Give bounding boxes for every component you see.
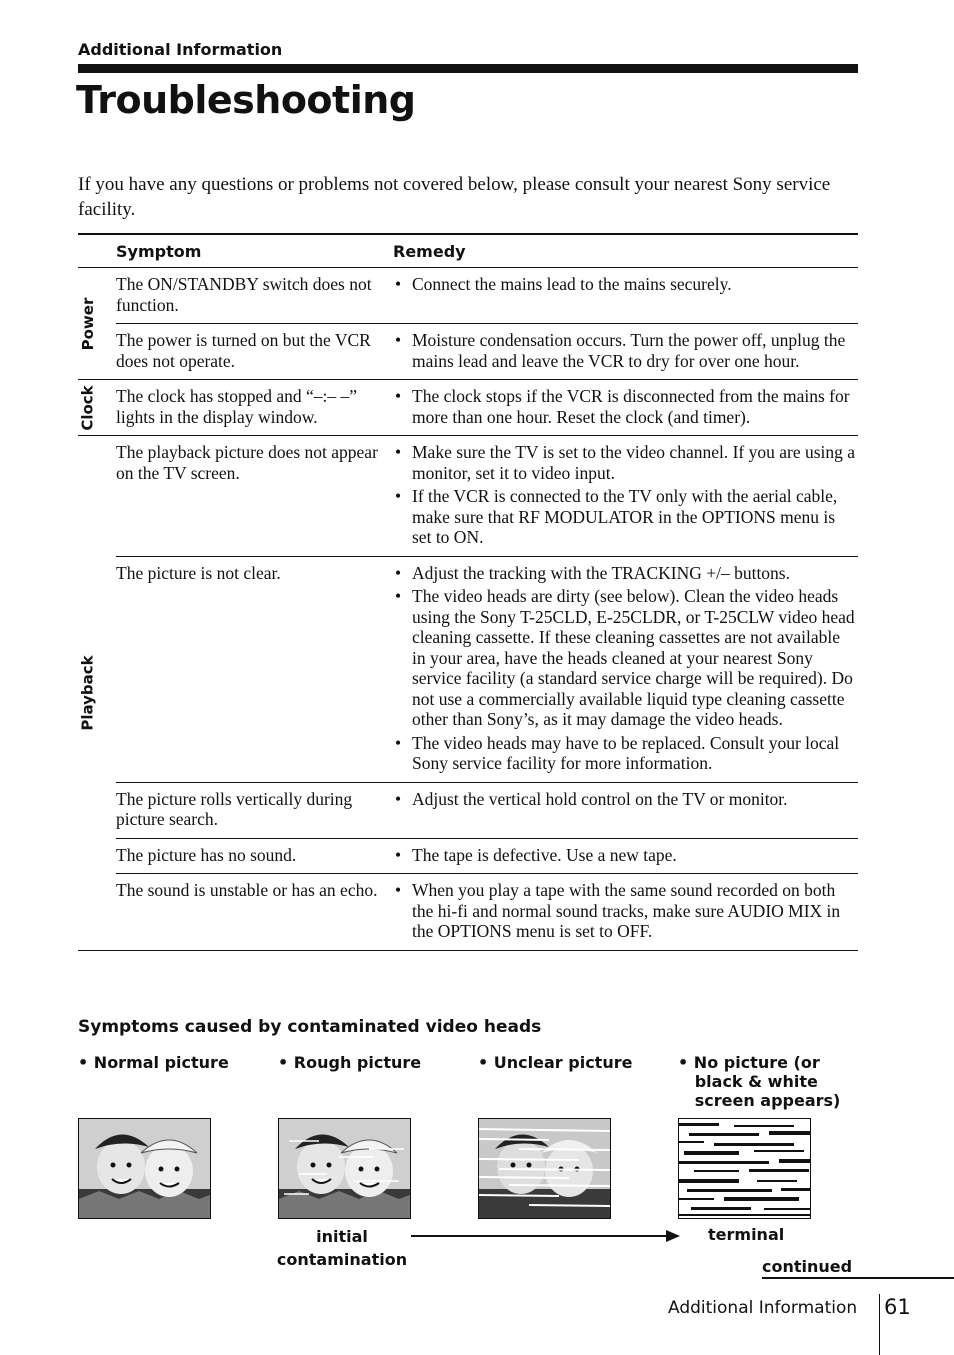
remedy-item: • The tape is defective. Use a new tape. xyxy=(393,845,858,866)
symptom-cell: The picture rolls vertically during picture search. xyxy=(116,782,393,838)
header-rule xyxy=(78,64,858,73)
normal-picture-label: • Normal picture xyxy=(78,1053,229,1072)
table-row xyxy=(78,436,858,557)
progression-arrow xyxy=(411,1235,667,1237)
continued-rule xyxy=(762,1277,954,1279)
no-picture-photo xyxy=(678,1118,811,1219)
category-playback: Playback xyxy=(78,436,116,951)
footer-section-label: Additional Information xyxy=(668,1298,858,1318)
page-title: Troubleshooting xyxy=(76,78,416,122)
symptom-header: Symptom xyxy=(116,234,393,268)
normal-picture-photo xyxy=(78,1118,211,1219)
remedy-header: Remedy xyxy=(393,234,858,268)
remedy-item: • The video heads are dirty (see below). Clean the video heads using the Sony T-25CLD, E-25CLDR, or T-25CLW video head cleaning cassette. If these cleaning cassettes are not available in your area, have the heads cleaned at your nearest Sony service facility (a standard service charge will be required). Do not use a commercially available liquid type cleaning cassette other than Sony’s, as it may damage the video heads. xyxy=(393,586,858,730)
table-row xyxy=(78,782,858,838)
table-row xyxy=(78,556,858,782)
unclear-picture-label: • Unclear picture xyxy=(478,1053,633,1072)
arrow-head-icon xyxy=(666,1230,680,1242)
remedy-item: • Adjust the tracking with the TRACKING +/– buttons. xyxy=(393,563,858,584)
remedy-item: • The clock stops if the VCR is disconnected from the mains for more than one hour. Reset the clock (and timer). xyxy=(393,386,858,427)
remedy-item: • Connect the mains lead to the mains securely. xyxy=(393,274,858,295)
rough-picture-photo xyxy=(278,1118,411,1219)
remedy-cell xyxy=(393,268,858,324)
troubleshooting-table xyxy=(78,233,858,951)
table-row xyxy=(78,268,858,324)
remedy-item: • Make sure the TV is set to the video channel. If you are using a monitor, set it to video input. xyxy=(393,442,858,483)
symptom-cell: The clock has stopped and “–:– –” lights in the display window. xyxy=(116,380,393,436)
remedy-cell xyxy=(393,874,858,951)
unclear-picture-photo xyxy=(478,1118,611,1219)
table-row xyxy=(78,874,858,951)
terminal-label: terminal xyxy=(708,1225,785,1244)
footer-divider xyxy=(879,1294,880,1355)
table-row xyxy=(78,380,858,436)
no-picture-label: • No picture (or black & white screen appears) xyxy=(678,1053,841,1110)
remedy-cell xyxy=(393,380,858,436)
contamination-heading: Symptoms caused by contaminated video heads xyxy=(78,1017,542,1037)
remedy-cell xyxy=(393,838,858,874)
remedy-item: • When you play a tape with the same sound recorded on both the hi-fi and normal sound tracks, make sure AUDIO MIX in the OPTIONS menu is set to OFF. xyxy=(393,880,858,942)
category-power: Power xyxy=(78,268,116,380)
symptom-cell: The power is turned on but the VCR does not operate. xyxy=(116,324,393,380)
table-row xyxy=(78,324,858,380)
remedy-cell xyxy=(393,324,858,380)
remedy-cell xyxy=(393,436,858,557)
remedy-cell xyxy=(393,556,858,782)
remedy-item: • Moisture condensation occurs. Turn the power off, unplug the mains lead and leave the VCR to dry for over one hour. xyxy=(393,330,858,371)
rough-picture-label: • Rough picture xyxy=(278,1053,422,1072)
symptom-cell: The playback picture does not appear on the TV screen. xyxy=(116,436,393,557)
symptom-cell: The sound is unstable or has an echo. xyxy=(116,874,393,951)
continued-label: continued xyxy=(762,1257,853,1276)
category-header xyxy=(78,234,116,268)
remedy-cell xyxy=(393,782,858,838)
initial-contamination-label: initial contamination xyxy=(276,1227,408,1269)
symptom-cell: The picture has no sound. xyxy=(116,838,393,874)
intro-paragraph: If you have any questions or problems not covered below, please consult your nearest Sony service facility. xyxy=(78,174,831,220)
symptom-cell: The ON/STANDBY switch does not function. xyxy=(116,274,372,315)
section-label: Additional Information xyxy=(78,40,283,59)
remedy-item: • Adjust the vertical hold control on the TV or monitor. xyxy=(393,789,858,810)
symptom-cell: The picture is not clear. xyxy=(116,556,393,782)
remedy-item: • The video heads may have to be replaced. Consult your local Sony service facility for more information. xyxy=(393,733,858,774)
remedy-item: • If the VCR is connected to the TV only with the aerial cable, make sure that RF MODULATOR in the OPTIONS menu is set to ON. xyxy=(393,486,858,548)
category-clock: Clock xyxy=(78,380,116,436)
page-number: 61 xyxy=(884,1295,911,1319)
table-row xyxy=(78,838,858,874)
